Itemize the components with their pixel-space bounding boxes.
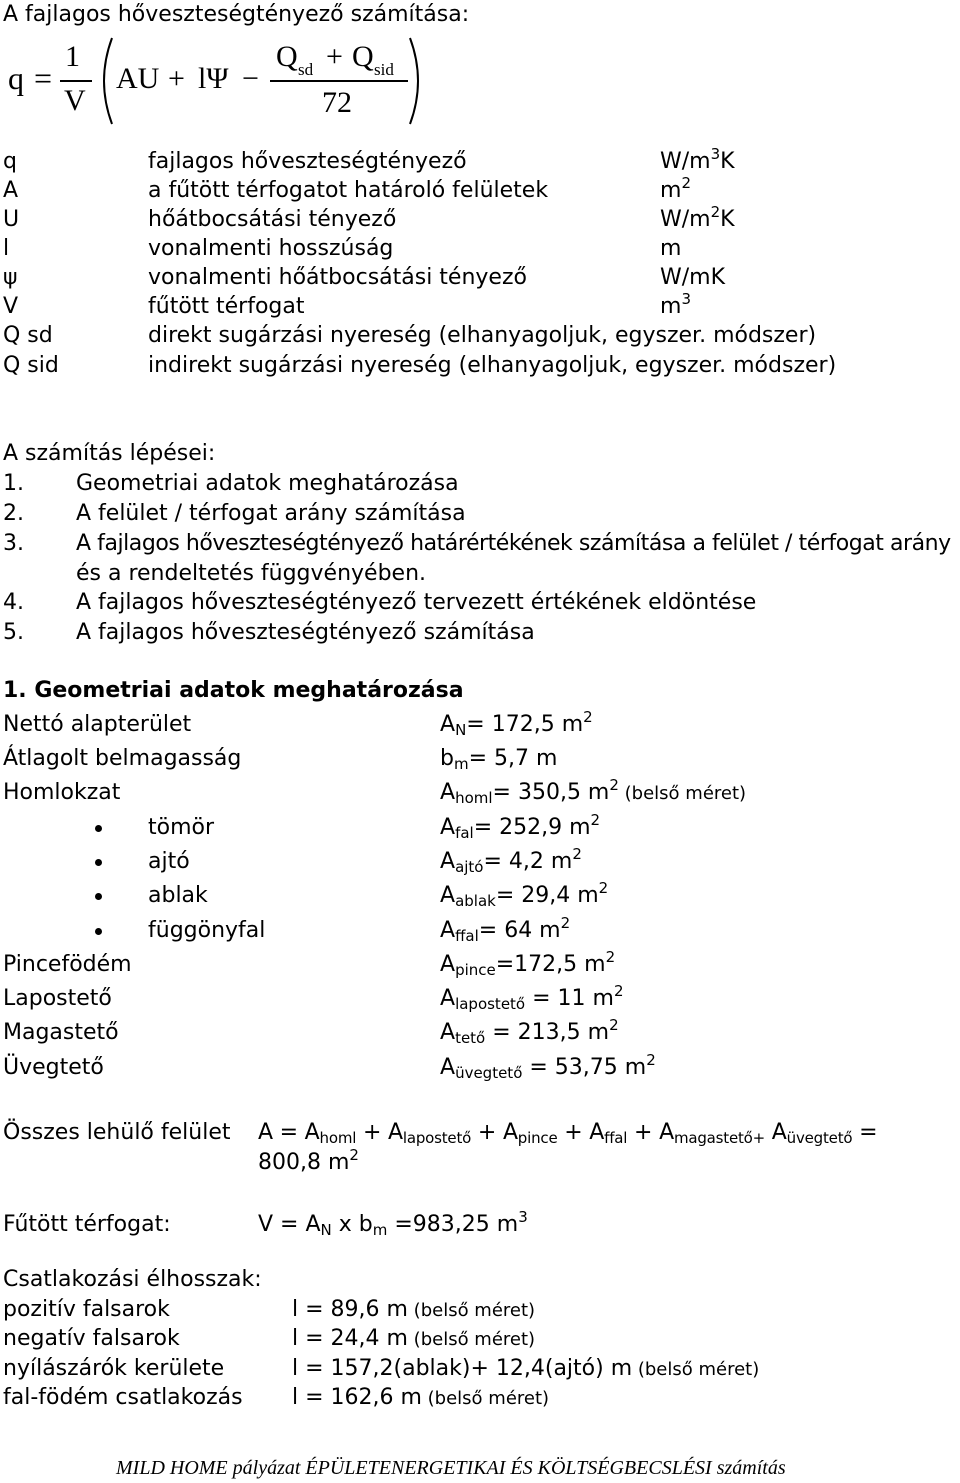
value-subscript: üvegtető [455,1064,523,1082]
symbol-description: fajlagos hőveszteségtényező [148,149,467,174]
formula-q: q [8,60,24,96]
symbol-description: a fűtött térfogatot határoló felületek [148,178,549,203]
symbol-unit: W/mK [660,265,726,290]
formula-fraction-line-2 [270,80,408,82]
formula-V: V [64,84,86,117]
step-number: 2. [3,501,24,526]
value-exponent: 2 [609,1016,619,1034]
total-surface-result [258,1146,359,1176]
formula-sd: sd [298,60,314,79]
symbol-unit [660,203,735,233]
value-subscript: N [455,721,467,739]
formula-72: 72 [322,86,352,119]
formula-part: + A [356,1120,403,1145]
formula-Q2: Q [352,40,374,73]
value-symbol: A [440,815,456,840]
geometry-label: függönyfal [148,918,266,943]
formula-subscript: pince [517,1129,558,1147]
geometry-value [440,811,601,842]
symbol-unit [660,145,735,175]
symbol: A [3,178,19,203]
symbol-description: direkt sugárzási nyereség (elhanyagoljuk, egyszer. módszer) [148,323,817,348]
value-text: = 350,5 m [492,780,610,805]
value-subscript: lapostető [455,995,526,1013]
geometry-value [440,845,582,876]
geometry-label: Üvegtető [3,1055,104,1080]
formula-subscript: ffal [604,1129,628,1147]
formula-plus-2: + [326,40,343,73]
value-symbol: b [440,746,454,771]
geometry-label: Nettó alapterület [3,712,192,737]
formula-subscript: N [320,1221,332,1239]
bullet-icon [95,928,102,935]
value-symbol: A [440,1020,456,1045]
value-exponent: 2 [572,845,582,863]
value-symbol: A [440,849,456,874]
formula-subscript: homl [319,1129,357,1147]
symbol: q [3,149,17,174]
unit-exponent: 3 [710,145,721,163]
value-subscript: fal [455,824,474,842]
total-surface-label: Összes lehülő felület [3,1120,231,1145]
value-exponent: 2 [590,811,601,829]
unit-suffix: K [720,149,735,174]
unit-exponent: 2 [681,174,691,192]
result-exponent: 2 [349,1146,359,1164]
unit-base: W/m [660,149,711,174]
result-value: 800,8 m [258,1150,350,1175]
formula-part: =983,25 m [387,1212,519,1237]
formula-part: V = A [258,1212,321,1237]
formula-one: 1 [65,40,80,73]
value-text: = 5,7 m [468,746,558,771]
formula-part: + A [627,1120,674,1145]
value-text: = 252,9 m [473,815,591,840]
formula-part: x b [331,1212,373,1237]
value-text: = 29,4 m [495,883,599,908]
step-number: 5. [3,620,24,645]
value-exponent: 2 [609,776,619,794]
edge-value [292,1385,549,1412]
geometry-value [440,776,747,807]
value-symbol: A [440,918,456,943]
edge-length: l = 24,4 m [292,1326,408,1351]
formula-exponent: 3 [518,1208,528,1226]
value-subscript: tető [455,1029,486,1047]
geometry-label: Pincefödém [3,952,132,977]
geometry-label: ablak [148,883,208,908]
formula-part: + A [557,1120,605,1145]
formula-subscript: magastető+ [673,1129,766,1147]
unit-base: m [660,294,682,319]
geometry-value [440,948,616,979]
right-paren-icon [406,36,428,126]
geometry-value [440,982,624,1013]
value-subscript: pince [455,961,496,979]
step-text: Geometriai adatok meghatározása [76,471,459,496]
edge-label: nyílászárók kerülete [3,1356,225,1381]
formula-part: + A [471,1120,518,1145]
edge-note: (belső méret) [407,1329,536,1350]
geometry-label: tömör [148,815,215,840]
section-heading: 1. Geometriai adatok meghatározása [3,678,464,703]
formula-fraction-line [60,80,92,82]
value-exponent: 2 [598,879,609,897]
edge-note: (belső méret) [407,1300,536,1321]
edge-label: fal-födém csatlakozás [3,1385,243,1410]
unit-base: m [660,178,682,203]
symbol: Q sd [3,323,53,348]
value-text: = 11 m [525,986,614,1011]
formula-Q1: Q [276,40,298,73]
edge-length: l = 162,6 m [292,1385,422,1410]
formula-plus: + [168,62,185,95]
value-exponent: 2 [560,914,571,932]
value-text: =172,5 m [495,952,606,977]
value-subscript: ffal [455,927,479,945]
value-symbol: A [440,883,456,908]
value-subscript: m [453,755,469,773]
bullet-icon [95,893,102,900]
symbol-description: vonalmenti hőátbocsátási tényező [148,265,527,290]
unit-exponent: 2 [710,203,721,221]
formula-part: = [852,1120,878,1145]
value-symbol: A [440,780,456,805]
symbol: U [3,207,20,232]
value-subscript: ablak [455,892,496,910]
unit-suffix: K [720,207,735,232]
step-text: A felület / térfogat arány számítása [76,501,466,526]
symbol: Q sid [3,353,59,378]
geometry-value [440,914,571,945]
symbol-description: fűtött térfogat [148,294,305,319]
value-exponent: 2 [605,948,616,966]
value-exponent: 2 [613,982,624,1000]
steps-heading: A számítás lépései: [3,441,216,466]
symbol-unit [660,174,691,204]
value-text: = 64 m [478,918,561,943]
geometry-label: ajtó [148,849,190,874]
edge-label: negatív falsarok [3,1326,180,1351]
symbol: V [3,294,19,319]
step-number: 4. [3,590,24,615]
value-symbol: A [440,1055,456,1080]
value-text: = 4,2 m [483,849,573,874]
formula-part: A [765,1120,787,1145]
edges-heading: Csatlakozási élhosszak: [3,1267,262,1292]
value-text: = 213,5 m [485,1020,610,1045]
value-subscript: homl [455,789,493,807]
formula-AU: AU [116,62,160,95]
symbol-description: vonalmenti hosszúság [148,236,394,261]
value-exponent: 2 [646,1051,656,1069]
geometry-value [440,1051,656,1082]
geometry-value [440,1016,619,1047]
symbol-unit: m [660,236,682,261]
unit-base: W/m [660,207,711,232]
edge-value [292,1297,535,1324]
edge-length: l = 157,2(ablak)+ 12,4(ajtó) m [292,1356,633,1381]
page-title: A fajlagos hőveszteségtényező számítása: [3,2,470,27]
value-symbol: A [440,952,456,977]
edge-length: l = 89,6 m [292,1297,408,1322]
edge-value [292,1356,759,1383]
value-subscript: ajtó [455,858,484,876]
symbol-description: indirekt sugárzási nyereség (elhanyagoljuk, egyszer. módszer) [148,353,837,378]
geometry-value [440,746,557,772]
symbol: ψ [3,265,18,290]
edge-note: (belső méret) [421,1388,550,1409]
edge-value [292,1326,535,1353]
heated-volume-label: Fűtött térfogat: [3,1212,171,1237]
formula-lpsi: lΨ [198,62,229,95]
geometry-value [440,879,609,910]
geometry-value [440,708,593,739]
step-number: 1. [3,471,24,496]
step-number: 3. [3,531,24,556]
value-text: = 172,5 m [466,712,584,737]
value-note: (belső méret) [618,783,747,804]
unit-exponent: 3 [681,290,691,308]
value-symbol: A [440,986,456,1011]
edge-note: (belső méret) [632,1359,760,1380]
step-text-continued: és a rendeltetés függvényében. [76,561,427,586]
value-symbol: A [440,712,456,737]
bullet-icon [95,825,102,832]
value-exponent: 2 [583,708,593,726]
formula-subscript: üvegtető [786,1129,853,1147]
step-text: A fajlagos hőveszteségtényező tervezett értékének eldöntése [76,590,757,615]
step-text: A fajlagos hőveszteségtényező számítása [76,620,535,645]
edge-label: pozitív falsarok [3,1297,170,1322]
symbol-description: hőátbocsátási tényező [148,207,397,232]
formula-subscript: m [372,1221,388,1239]
value-text: = 53,75 m [522,1055,647,1080]
step-text: A fajlagos hőveszteségtényező határértékének számítása a felület / térfogat arány [76,531,951,556]
formula-sid: sid [374,60,394,79]
page-footer: MILD HOME pályázat ÉPÜLETENERGETIKAI ÉS KÖLTSÉGBECSLÉSI számítás [116,1457,786,1479]
heated-volume-formula [258,1208,528,1239]
geometry-label: Lapostető [3,986,112,1011]
geometry-label: Magastető [3,1020,119,1045]
total-surface-formula [258,1120,877,1146]
bullet-icon [95,859,102,866]
formula-equals: = [34,60,53,96]
formula-subscript: lapostető [402,1129,472,1147]
geometry-label: Átlagolt belmagasság [3,746,242,771]
formula-part: A = A [258,1120,320,1145]
symbol-unit [660,290,691,320]
formula-minus: − [242,62,259,95]
geometry-label: Homlokzat [3,780,121,805]
left-paren-icon [94,36,116,126]
symbol: l [3,236,10,261]
